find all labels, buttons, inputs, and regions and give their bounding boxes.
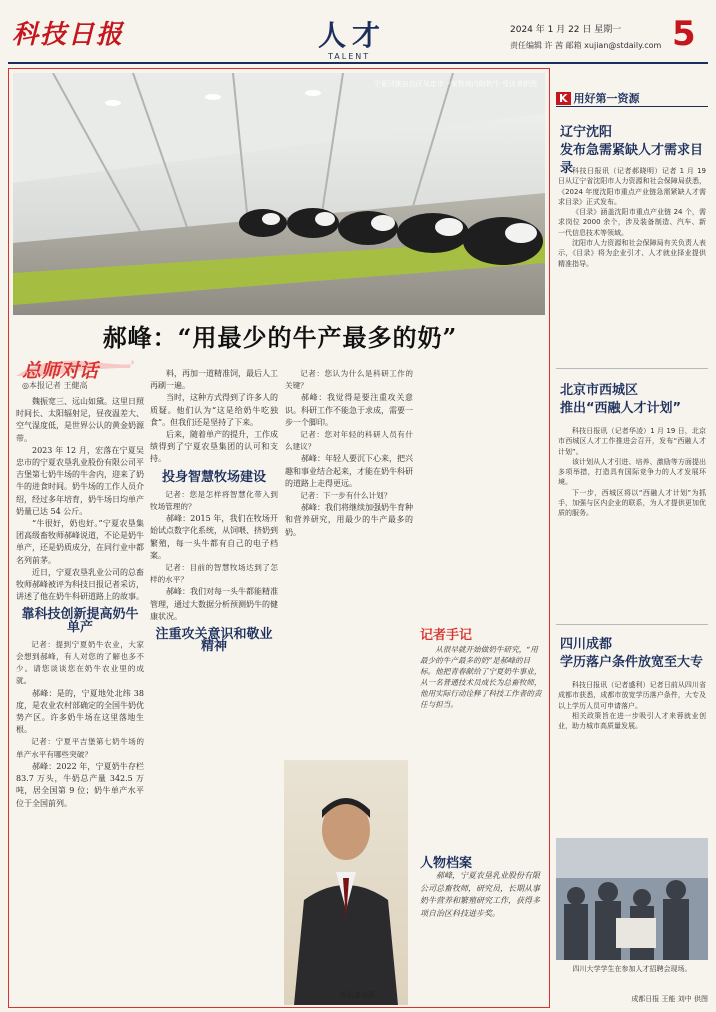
paragraph: 郝峰：我们对每一头牛都能精准管理，通过大数据分析预测奶牛的健康状况。 bbox=[150, 587, 278, 621]
paragraph: 郝峰，宁夏农垦乳业股份有限公司总畜牧师，研究员，长期从事奶牛营养和繁殖研究工作，获得多项自治区科技进步奖。 bbox=[420, 871, 540, 918]
reporter-notes bbox=[420, 644, 545, 844]
subheading: 投身智慧牧场建设 bbox=[161, 469, 266, 485]
page-number: 5 bbox=[672, 14, 696, 54]
question: 记者：您认为什么是科研工作的关键？ bbox=[285, 369, 413, 391]
paragraph: 科技日报讯（记者华凌）1 月 19 日，北京市西城区人才工作推进会召开，发布“西融人才计划”。 bbox=[558, 427, 706, 456]
paragraph: 料，再加一道精准饲，最后人工再刷一遍。 bbox=[150, 369, 278, 391]
paragraph: 当时，这种方式得到了许多人的质疑。他们认为“这是给奶牛吃独食”。但我们还是坚持了下来。 bbox=[150, 393, 278, 427]
paragraph: 郝峰：我觉得是要注重攻关意识。科研工作不能急于求成，需要一步一个脚印。 bbox=[285, 393, 413, 427]
paragraph: 郝峰：2015 年，我们在牧场开始试点数字化系统，从饲喂、挤奶到繁殖，每一头牛都有自己的电子档案。 bbox=[150, 514, 278, 560]
paragraph: 近日，宁夏农垦乳业公司的总畜牧师郝峰被评为科技日报记者采访，讲述了他在奶牛科研道路上的故事。 bbox=[16, 567, 144, 602]
issue-date: 2024 年 1 月 22 日 星期一 bbox=[510, 25, 622, 35]
feature-photo bbox=[13, 73, 545, 315]
paragraph: 科技日报讯（记者盛利）记者日前从四川省成都市获悉，成都市放宽学历落户条件，大专及以上学历人员可申请落户。 bbox=[558, 681, 706, 710]
job-fair-photo bbox=[556, 838, 708, 960]
paragraph: 后来，随着单产的提升，工作成绩得到了宁夏农垦集团的认可和支持。 bbox=[150, 430, 278, 464]
question: 记者：宁夏平吉堡第七奶牛场的单产水平有哪些突破？ bbox=[16, 737, 144, 759]
paragraph: 2023 年 12 月，宏落在宁夏吴忠市的宁夏农垦乳业股份有限公司平吉堡第七奶牛场的牛舍内，迎来了奶牛的进食时间。奶牛场的工作人员介绍，经过多年培育，奶牛场日均单产奶量已达 54 公斤。 bbox=[16, 445, 144, 516]
question: 记者：您是怎样将智慧化带入到牧场管理的？ bbox=[150, 489, 278, 512]
banner-text: 用好第一资源 bbox=[573, 92, 640, 105]
editors-line: 责任编辑 许 茜 邮箱 xujian@stdaily.com bbox=[510, 41, 662, 50]
question: 记者：您对年轻的科研人员有什么建议？ bbox=[285, 430, 413, 452]
paragraph: 该计划从人才引进、培养、激励等方面提出多项举措，打造具有国际竞争力的人才发展环境。 bbox=[558, 457, 706, 487]
paragraph: 沈阳市人力资源和社会保障局有关负责人表示，《目录》将为企业引才、人才就业择业提供精准指导。 bbox=[558, 239, 706, 268]
news-body-xicheng bbox=[558, 426, 706, 616]
reporter-notes-title: 记者手记 bbox=[420, 628, 473, 643]
person-icon bbox=[284, 760, 408, 1005]
photo-credit: 成都日报 王能 刘中 供图 bbox=[631, 995, 708, 1003]
divider bbox=[556, 368, 708, 369]
profile-box bbox=[420, 870, 545, 1000]
paragraph: 郝峰：2022 年，宁夏奶牛存栏 83.7 万头，牛奶总产量 342.5 万吨，居全国第 9 位；奶牛单产水平位于全国前列。 bbox=[16, 761, 144, 808]
paragraph: 《目录》涵盖沈阳市重点产业链 24 个，需求岗位 2000 余个，涉及装备制造、汽车、新一代信息技术等领域。 bbox=[558, 208, 706, 237]
crowd-icon bbox=[556, 838, 708, 960]
question: 记者：提到宁夏奶牛农业，大家会想到郝峰，有人对您的了解也多不少。请您谈谈您在奶牛农业里的成就。 bbox=[16, 639, 144, 686]
header-rule bbox=[8, 62, 708, 64]
portrait-caption: 受访者供图 bbox=[340, 991, 375, 999]
banner-key: K bbox=[556, 92, 571, 105]
news-body-shenyang bbox=[558, 166, 706, 356]
section-subtitle: TALENT bbox=[328, 52, 371, 61]
paragraph: 魏振宽三、远山如黛。这里日照时间长、太阳辐射足，昼夜温差大、空气湿度低，是世界公认的黄金奶源带。 bbox=[16, 397, 144, 443]
article-column-1 bbox=[16, 396, 144, 1000]
divider bbox=[556, 624, 708, 625]
article-column-2 bbox=[150, 368, 278, 1000]
newspaper-logo: 科技日报 bbox=[12, 20, 125, 50]
question: 记者：目前的智慧牧场达到了怎样的水平？ bbox=[150, 563, 278, 585]
paragraph: 郝峰：是的，宁夏地处北纬 38 度，是农业农村部确定的全国牛奶优势产区。许多奶牛场在这里落地生根。 bbox=[16, 688, 144, 735]
photo-caption: 宁夏回族自治区吴忠市一家牧场内的奶牛 受访者供图 bbox=[373, 80, 537, 88]
paragraph: 科技日报讯（记者郝晓明）记者 1 月 19 日从辽宁省沈阳市人力资源和社会保障局获悉，《2024 年度沈阳市重点产业链急需紧缺人才需求目录》正式发布。 bbox=[558, 167, 706, 206]
question: 记者：下一步有什么计划？ bbox=[300, 491, 392, 501]
paragraph: 下一步，西城区将以“西融人才计划”为抓手，加强与区内企业的联系，为人才提供更加优质的服务。 bbox=[558, 488, 706, 518]
paragraph: 相关政策旨在进一步吸引人才来蓉就业创业，助力城市高质量发展。 bbox=[558, 711, 706, 731]
paragraph: 从很早就开始做奶牛研究，“用最少的牛产最多的奶”是郝峰的目标。他把青春献给了宁夏奶牛事业，从一名普通技术员成长为总畜牧师，他用实际行动诠释了科技工作者的责任与担当。 bbox=[420, 645, 542, 709]
barn-illustration bbox=[13, 73, 545, 315]
subheading: 注重攻关意识和敬业精神 bbox=[155, 627, 273, 655]
news-headline-chengdu: 四川成都 学历落户条件放宽至大专 bbox=[560, 637, 704, 670]
column-badge: 总师对话 bbox=[22, 360, 99, 382]
job-fair-caption: 四川大学学生在参加人才招聘会现场。 bbox=[572, 965, 692, 973]
news-headline-shenyang: 辽宁沈阳 发布急需紧缺人才需求目录 bbox=[560, 125, 704, 176]
profile-title: 人物档案 bbox=[420, 856, 473, 871]
right-banner bbox=[556, 90, 640, 106]
paragraph: 郝峰：我们将继续加强奶牛育种和营养研究，用最少的牛产最多的奶。 bbox=[285, 503, 413, 537]
reporter-byline: ◎本报记者 王健高 bbox=[22, 381, 88, 390]
feature-headline: 郝峰：“用最少的牛产最多的奶” bbox=[102, 323, 458, 352]
paragraph: 郝峰：年轻人要沉下心来，把兴趣和事业结合起来，才能在奶牛科研的道路上走得更远。 bbox=[285, 454, 413, 488]
section-title: 人才 bbox=[318, 19, 387, 52]
right-rule bbox=[556, 106, 708, 107]
paragraph: “牛很好，奶也好。”宁夏农垦集团高级畜牧师郝峰说道，不论是奶牛单产，还是奶质成分，在同行业中都名列前茅。 bbox=[16, 519, 144, 565]
news-body-chengdu bbox=[558, 680, 706, 830]
subheading: 靠科技创新提高奶牛单产 bbox=[21, 607, 139, 635]
portrait-photo bbox=[284, 760, 408, 1005]
news-headline-xicheng: 北京市西城区 推出“西融人才计划” bbox=[560, 383, 682, 416]
